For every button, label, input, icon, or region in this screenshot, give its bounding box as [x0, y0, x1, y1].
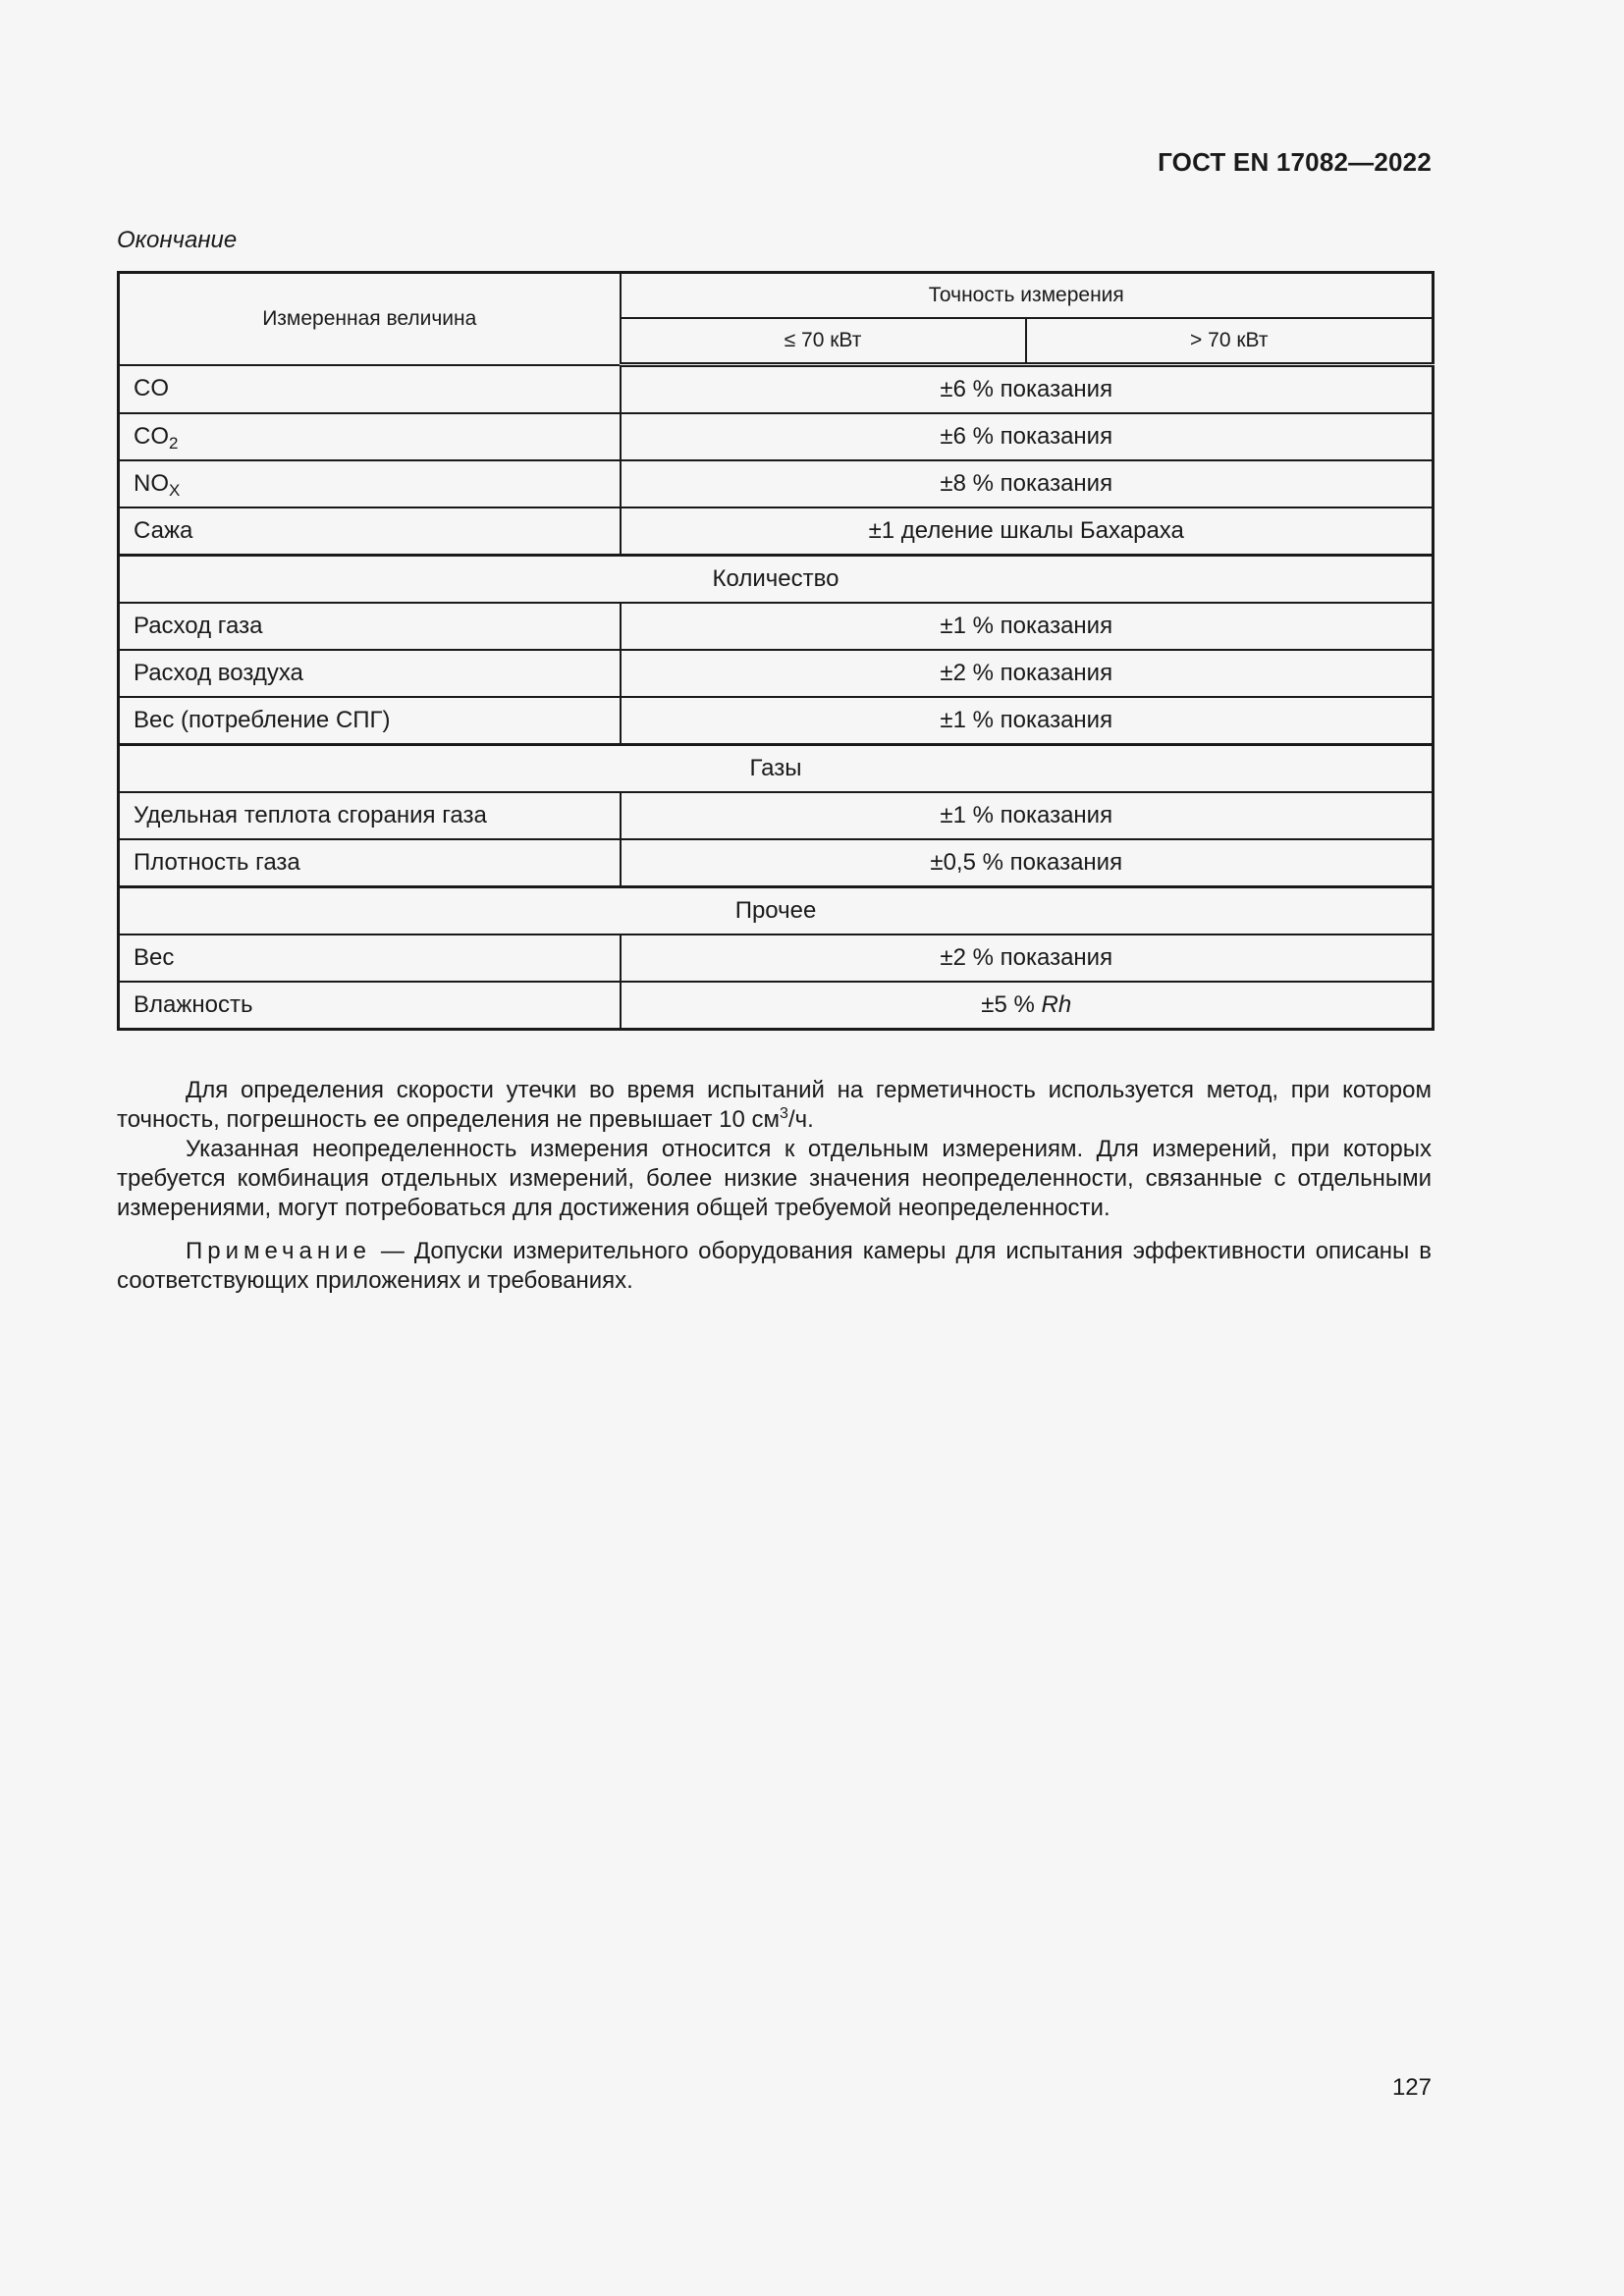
- table-row: [119, 982, 1434, 1030]
- superscript: 3: [780, 1105, 788, 1122]
- row-value: ±2 % показания: [621, 650, 1434, 697]
- table-row: [119, 413, 1434, 460]
- section-row: [119, 556, 1434, 604]
- section-title-gases: Газы: [119, 745, 1434, 793]
- paragraph-text: Для определения скорости утечки во время испытаний на герметичность используется метод, при котором точность, погрешность ее определения не превышает 10 см: [117, 1077, 1432, 1133]
- table-row: [119, 507, 1434, 556]
- paragraph-leak-rate: [117, 1076, 1432, 1135]
- row-value: ±6 % показания: [621, 365, 1434, 414]
- row-value: ±6 % показания: [621, 413, 1434, 460]
- paragraph-uncertainty: Указанная неопределенность измерения относится к отдельным измерениям. Для измерений, при которых требуется комбинация отдельных измерений, более низкие значения неопределенности, связанные с отдельными измерениями, могут потребоваться для достижения общей требуемой неопределенности.: [117, 1136, 1432, 1221]
- humidity-value: ±5 %: [981, 991, 1042, 1018]
- formula-subscript: X: [169, 481, 181, 500]
- row-value: ±1 % показания: [621, 603, 1434, 650]
- row-value: ±1 % показания: [621, 697, 1434, 745]
- note: [117, 1237, 1432, 1296]
- measurement-accuracy-table: [117, 271, 1435, 1031]
- header-measured-quantity: Измеренная величина: [119, 273, 621, 365]
- row-label: Влажность: [119, 982, 621, 1030]
- row-value: ±0,5 % показания: [621, 839, 1434, 887]
- row-value: ±2 % показания: [621, 934, 1434, 982]
- row-label: Расход газа: [119, 603, 621, 650]
- row-value: ±1 % показания: [621, 792, 1434, 839]
- header-low-power: ≤ 70 кВт: [621, 318, 1026, 365]
- formula-main: CO: [134, 423, 169, 450]
- header-high-power: > 70 кВт: [1026, 318, 1434, 365]
- row-label: Плотность газа: [119, 839, 621, 887]
- row-value: [621, 982, 1434, 1030]
- note-label: Примечание: [186, 1238, 371, 1264]
- section-title-quantity: Количество: [119, 556, 1434, 604]
- row-label: Удельная теплота сгорания газа: [119, 792, 621, 839]
- note-text: — Допуски измерительного оборудования камеры для испытания эффективности описаны в соответствующих приложениях и требованиях.: [117, 1238, 1432, 1294]
- section-row: [119, 745, 1434, 793]
- row-label: [119, 460, 621, 507]
- body-text: [117, 1076, 1432, 1296]
- table-row: [119, 792, 1434, 839]
- section-row: [119, 887, 1434, 935]
- header-measurement-accuracy: Точность измерения: [621, 273, 1434, 319]
- row-value: ±8 % показания: [621, 460, 1434, 507]
- table-row: [119, 603, 1434, 650]
- table-row: [119, 934, 1434, 982]
- document-code: ГОСТ EN 17082—2022: [1158, 147, 1432, 177]
- row-label: Сажа: [119, 507, 621, 556]
- table-row: [119, 460, 1434, 507]
- table-row: [119, 697, 1434, 745]
- table-continuation-label: Окончание: [117, 227, 238, 253]
- row-label: Вес (потребление СПГ): [119, 697, 621, 745]
- row-label: Расход воздуха: [119, 650, 621, 697]
- row-label: [119, 413, 621, 460]
- row-label: CO: [119, 365, 621, 414]
- document-page: [117, 0, 1432, 2296]
- table-row: [119, 365, 1434, 414]
- humidity-unit: Rh: [1041, 991, 1072, 1018]
- section-title-other: Прочее: [119, 887, 1434, 935]
- row-value: ±1 деление шкалы Бахараха: [621, 507, 1434, 556]
- page-number: 127: [1391, 2074, 1432, 2101]
- formula-subscript: 2: [169, 434, 179, 453]
- paragraph-text: /ч.: [787, 1106, 814, 1133]
- table-row: [119, 650, 1434, 697]
- formula-main: NO: [134, 470, 169, 497]
- table-row: [119, 839, 1434, 887]
- row-label: Вес: [119, 934, 621, 982]
